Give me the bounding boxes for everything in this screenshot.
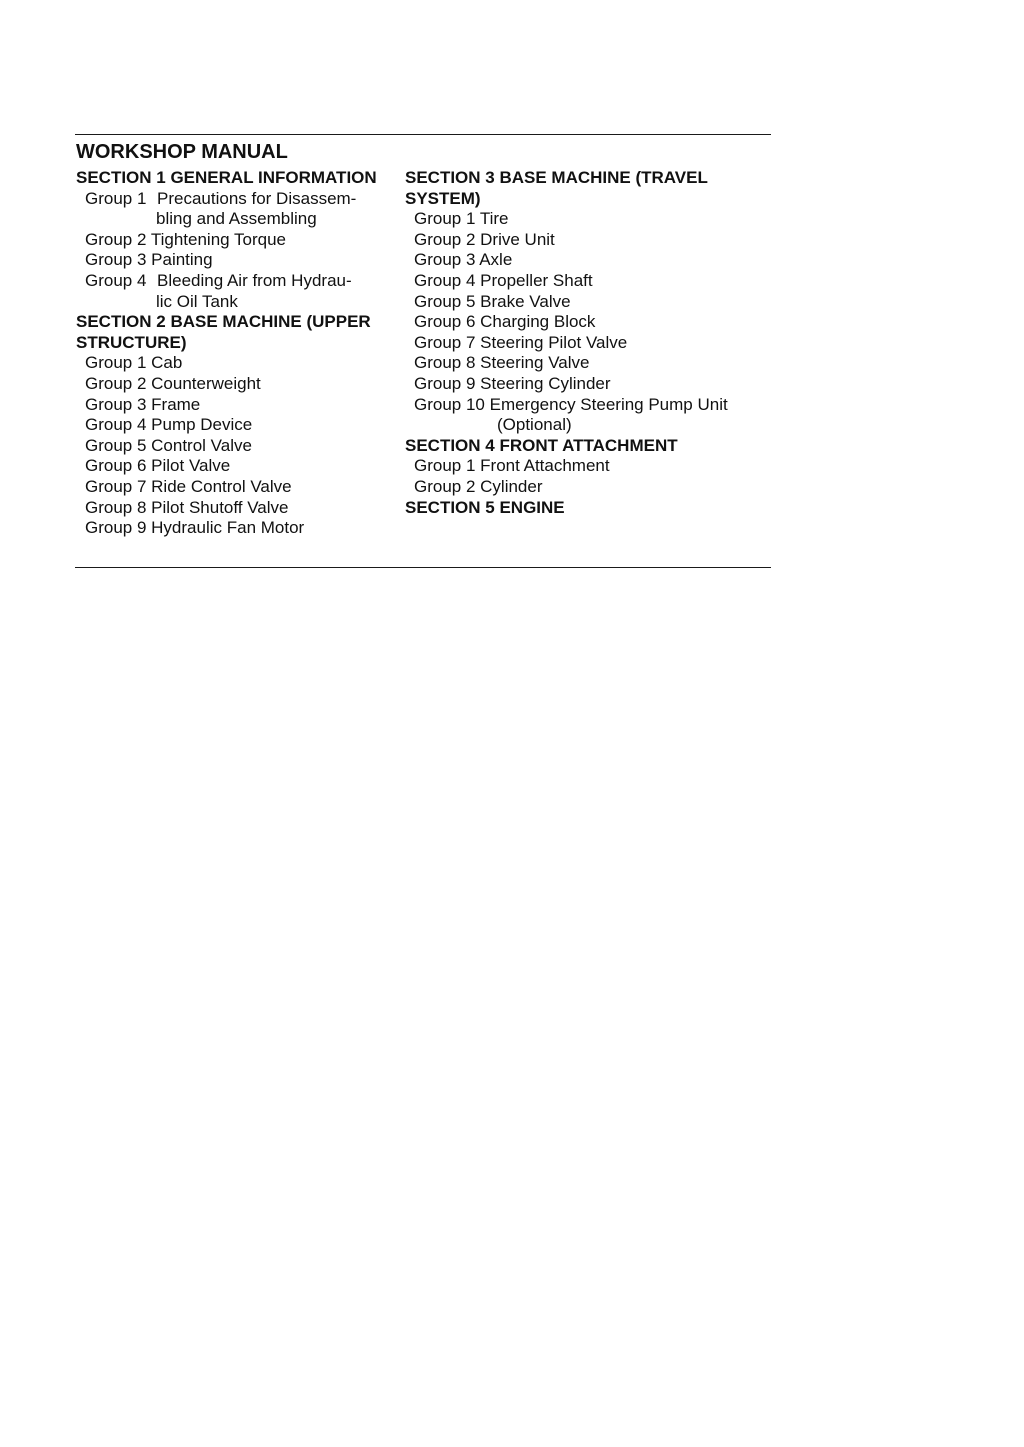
toc-entry-s3-group7: Group 7 Steering Pilot Valve — [414, 332, 628, 352]
toc-entry-s1-group4-cont: lic Oil Tank — [156, 291, 238, 311]
toc-entry-s3-group10: Group 10 Emergency Steering Pump Unit — [414, 394, 728, 414]
toc-entry-s1-group3: Group 3 Painting — [85, 250, 213, 270]
toc-entry-s3-group3: Group 3 Axle — [414, 250, 513, 270]
toc-entry-s1-group1 — [76, 189, 396, 210]
toc-entry-s2-group7: Group 7 Ride Control Valve — [85, 476, 292, 496]
toc-entry-s2-group3: Group 3 Frame — [85, 394, 201, 414]
toc-entry-s4-group1: Group 1 Front Attachment — [414, 456, 610, 476]
section-2-heading-cont: STRUCTURE) — [76, 332, 187, 352]
toc-entry-s2-group4: Group 4 Pump Device — [85, 415, 253, 435]
toc-entry-s3-group6: Group 6 Charging Block — [414, 312, 596, 332]
group-title: Bleeding Air from Hydrau- — [157, 270, 352, 290]
section-3-heading: SECTION 3 BASE MACHINE (TRAVEL — [405, 168, 708, 187]
toc-left-column — [76, 168, 396, 539]
toc-entry-s3-group9: Group 9 Steering Cylinder — [414, 373, 611, 393]
toc-entry-s3-group8: Group 8 Steering Valve — [414, 353, 590, 373]
toc-entry-s3-group4: Group 4 Propeller Shaft — [414, 270, 593, 290]
section-3-heading-cont: SYSTEM) — [405, 188, 481, 208]
group-number: Group 1 — [85, 188, 147, 208]
toc-entry-s3-group5: Group 5 Brake Valve — [414, 291, 571, 311]
toc-entry-s3-group1: Group 1 Tire — [414, 209, 509, 229]
toc-entry-s4-group2: Group 2 Cylinder — [414, 476, 543, 496]
toc-entry-s3-group10-cont: (Optional) — [497, 415, 572, 435]
toc-entry-s1-group4 — [76, 271, 396, 292]
toc-entry-s2-group9: Group 9 Hydraulic Fan Motor — [85, 518, 305, 538]
toc-entry-s2-group1: Group 1 Cab — [85, 353, 183, 373]
section-1-heading: SECTION 1 GENERAL INFORMATION — [76, 168, 377, 187]
toc-right-column — [405, 168, 765, 518]
bottom-rule — [75, 567, 771, 568]
toc-entry-s3-group2: Group 2 Drive Unit — [414, 229, 555, 249]
toc-entry-s2-group2: Group 2 Counterweight — [85, 373, 261, 393]
toc-entry-s1-group1-cont: bling and Assembling — [156, 209, 317, 229]
toc-entry-s1-group2: Group 2 Tightening Torque — [85, 229, 286, 249]
section-4-heading: SECTION 4 FRONT ATTACHMENT — [405, 435, 678, 455]
section-5-heading: SECTION 5 ENGINE — [405, 497, 565, 517]
toc-entry-s2-group5: Group 5 Control Valve — [85, 435, 252, 455]
toc-entry-s2-group8: Group 8 Pilot Shutoff Valve — [85, 497, 289, 517]
section-2-heading: SECTION 2 BASE MACHINE (UPPER — [76, 312, 371, 332]
group-title: Precautions for Disassem- — [157, 188, 357, 208]
page-title: WORKSHOP MANUAL — [76, 141, 288, 163]
toc-entry-s2-group6: Group 6 Pilot Valve — [85, 456, 231, 476]
group-number: Group 4 — [85, 270, 147, 290]
top-rule — [75, 134, 771, 135]
